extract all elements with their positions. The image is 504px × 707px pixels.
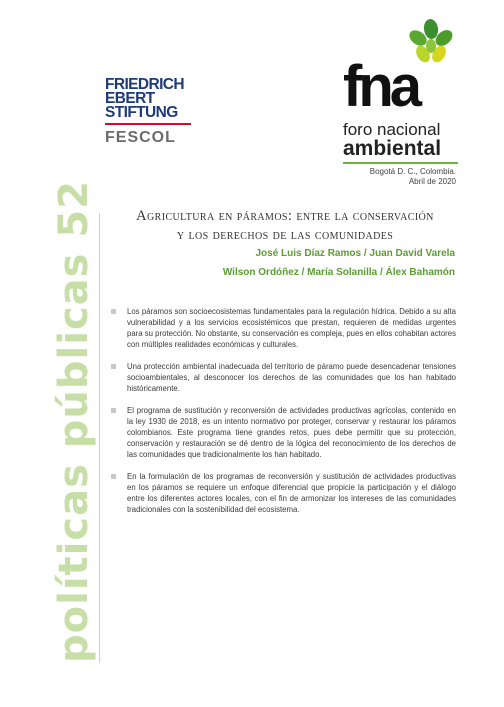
list-item-text: Una protección ambiental inadecuada del territorio de páramo puede desencadenar tensiones socioambientales, al desconocer los derechos de las comunidades que los han habitado históricamente.: [127, 362, 456, 393]
list-item: [111, 306, 456, 350]
key-points-list: [111, 306, 456, 526]
bullet-square-icon: [111, 364, 116, 369]
fna-divider: [343, 162, 458, 164]
authors-line2: Wilson Ordóñez / María Solanilla / Álex Bahamón: [222, 267, 455, 278]
list-item-text: Los páramos son socioecosistemas fundamentales para la regulación hídrica. Debido a su alta vulnerabilidad y a los servicios ecosistémicos que prestan, requieren de medidas urgentes para su protección. No obstante, su conservación es compleja, pues en ellos cohabitan actores con múltiples realidades económicas y culturales.: [127, 307, 456, 349]
fna-logo: [340, 18, 470, 208]
list-item: [111, 361, 456, 394]
fna-wordmark: fna: [343, 54, 418, 119]
series-title: políticas públicas 52: [51, 179, 97, 663]
series-divider: [99, 213, 100, 663]
fes-logo-line3: STIFTUNG: [105, 104, 178, 121]
title-line2: y los derechos de las comunidades: [176, 227, 394, 243]
fna-name-line1: foro nacional: [343, 120, 441, 139]
list-item-text: El programa de sustitución y reconversión de actividades productivas agrícolas, contenido en la ley 1930 de 2018, es un intento normativo por proteger, conservar y restaurar los páramos colombianos. Este programa tiene grandes retos, pues debe permitir que su protección, conservación y restauración se dé dentro de la lógica del reconocimiento de los derechos de las comunidades que tradicionalmente los han habitado.: [127, 406, 456, 459]
fes-logo-line1: FRIEDRICH: [105, 76, 184, 93]
fes-logo-subtitle: FESCOL: [105, 129, 176, 146]
authors-line1: José Luis Díaz Ramos / Juan David Varela: [255, 248, 455, 259]
fes-logo-divider: [105, 123, 191, 125]
bullet-square-icon: [111, 474, 116, 479]
list-item: [111, 405, 456, 460]
bullet-square-icon: [111, 408, 116, 413]
fna-name-line2: ambiental: [343, 137, 442, 160]
title-line1: Agricultura en páramos: entre la conservación: [136, 208, 434, 224]
list-item-text: En la formulación de los programas de reconversión y sustitución de actividades productivas en los páramos se requiere un enfoque diferencial que propicie la participación y el diálogo entre los diferentes actores locales, con el fin de armonizar los intereses de las comunidades tradicionales con la sostenibilidad del ecosistema.: [127, 472, 456, 514]
publication-place: Bogotá D. C., Colombia.: [369, 167, 456, 176]
document-title: [115, 207, 455, 245]
fes-logo-line2: EBERT: [105, 90, 155, 107]
publication-date: Abril de 2020: [408, 177, 456, 186]
bullet-square-icon: [111, 309, 116, 314]
fes-logo: [105, 78, 195, 158]
list-item: [111, 471, 456, 515]
